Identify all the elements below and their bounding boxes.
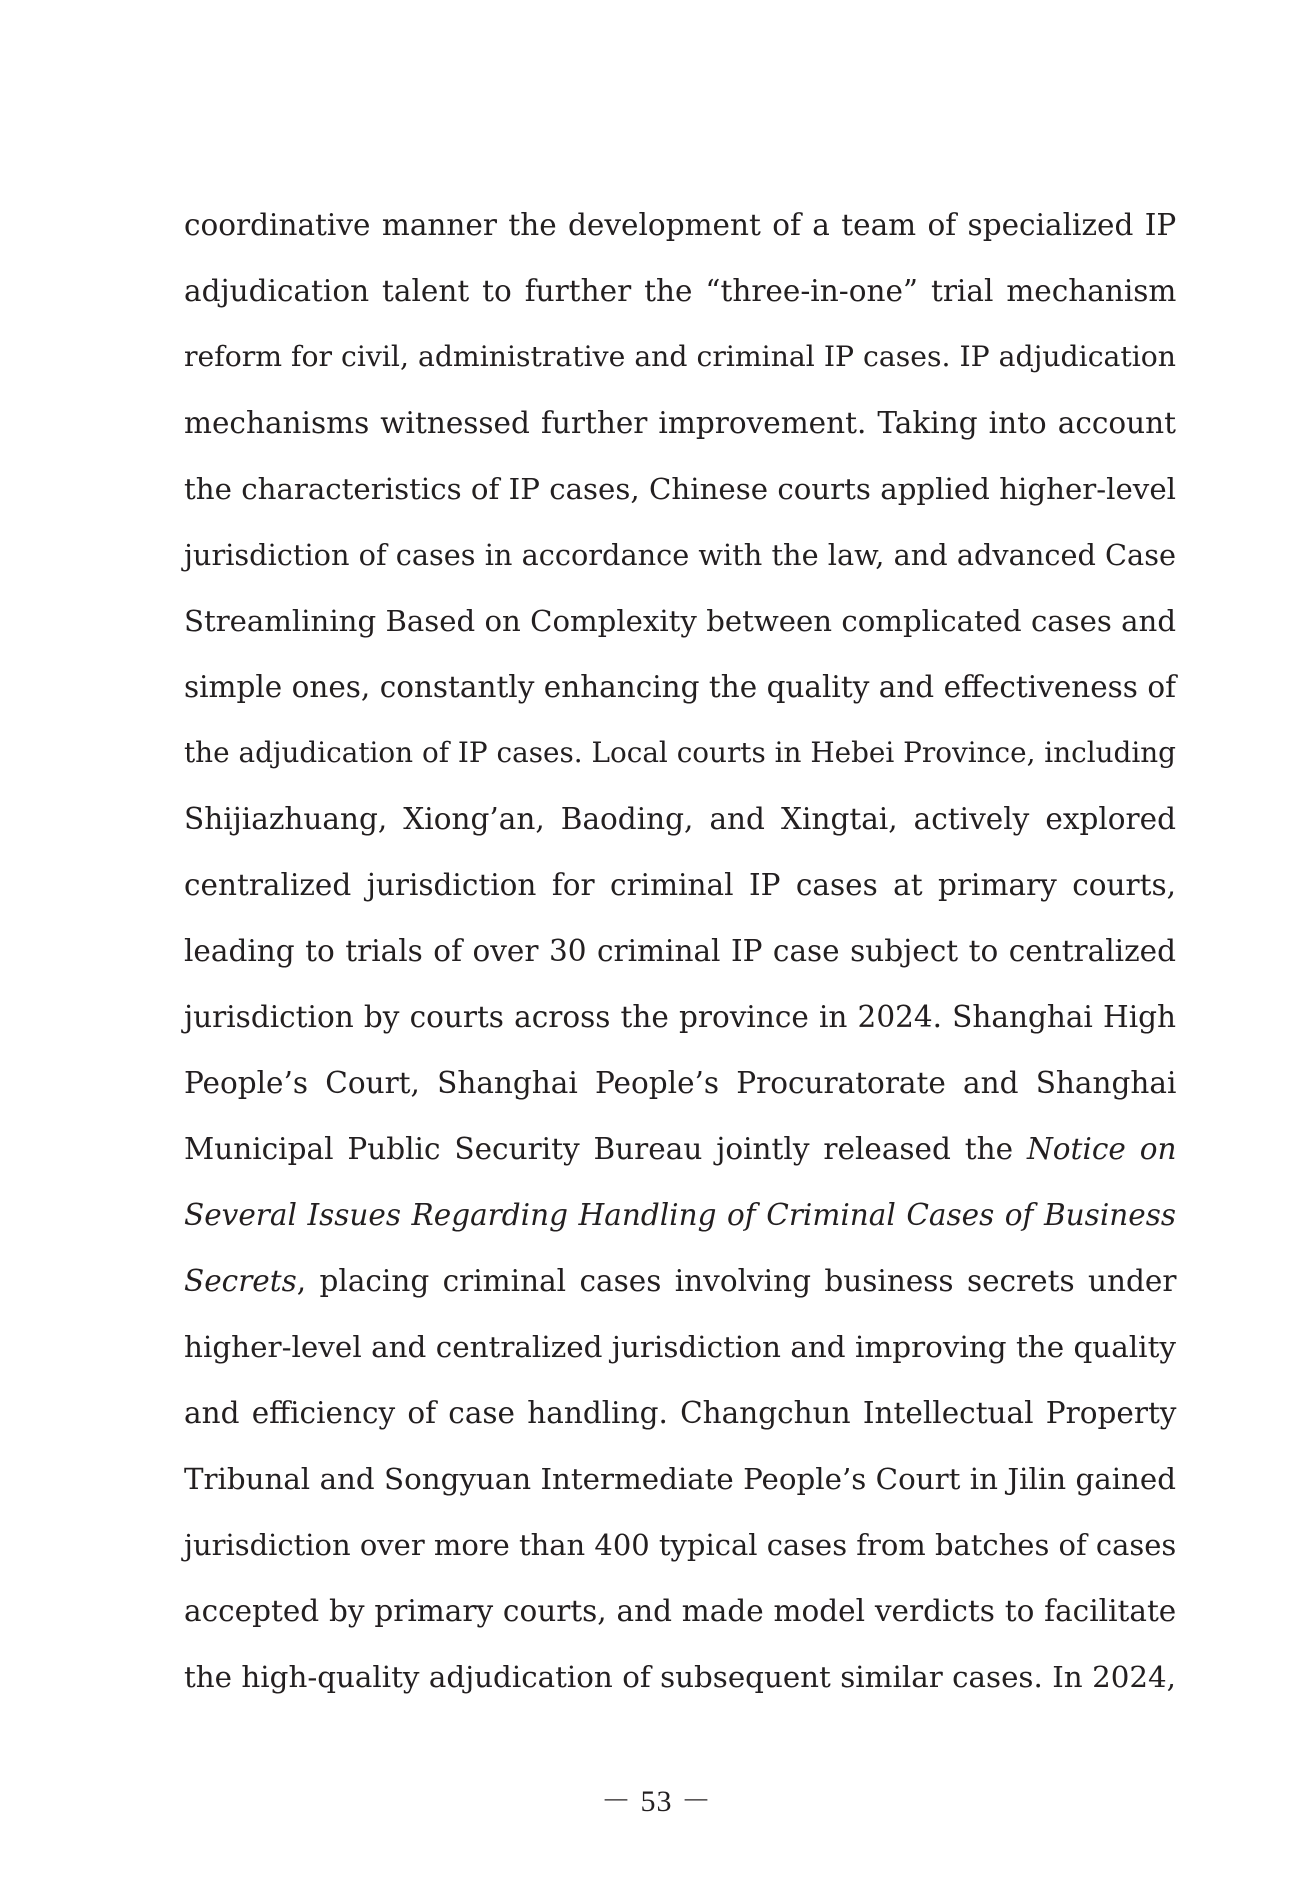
text-line: Tribunal and Songyuan Intermediate People’s Court in Jilin gained — [184, 1462, 1176, 1496]
document-title-italic: Secrets — [184, 1264, 297, 1298]
text-line: the high-quality adjudication of subsequent similar cases. In 2024, — [184, 1660, 1176, 1694]
text-line — [184, 1182, 1176, 1248]
text-line — [184, 1116, 1176, 1182]
text-line: and efficiency of case handling. Changchun Intellectual Property — [184, 1396, 1177, 1430]
text-line: jurisdiction over more than 400 typical cases from batches of cases — [184, 1528, 1177, 1562]
text-line: adjudication talent to further the “three-in-one” trial mechanism — [184, 274, 1177, 308]
text-line: centralized jurisdiction for criminal IP cases at primary courts, — [184, 868, 1176, 902]
document-title-italic: Several Issues Regarding Handling of Criminal Cases of Business — [184, 1198, 1176, 1232]
text-line: accepted by primary courts, and made model verdicts to facilitate — [184, 1594, 1177, 1628]
text-line: Shijiazhuang, Xiong’an, Baoding, and Xingtai, actively explored — [184, 802, 1176, 836]
text-line: simple ones, constantly enhancing the quality and effectiveness of — [184, 670, 1176, 704]
text-line: coordinative manner the development of a team of specialized IP — [184, 208, 1177, 242]
text-line: the characteristics of IP cases, Chinese courts applied higher-level — [184, 472, 1176, 506]
text-segment: , placing criminal cases involving business secrets under — [296, 1264, 1177, 1298]
document-title-italic: Notice on — [1026, 1132, 1177, 1166]
text-line: the adjudication of IP cases. Local courts in Hebei Province, including — [184, 736, 1176, 769]
text-line: Streamlining Based on Complexity between complicated cases and — [184, 604, 1176, 638]
page-number: － 53 － — [601, 1785, 712, 1818]
text-line — [184, 1248, 1176, 1314]
text-line: higher-level and centralized jurisdiction and improving the quality — [184, 1330, 1177, 1364]
text-line: jurisdiction of cases in accordance with the law, and advanced Case — [184, 538, 1176, 572]
text-line: leading to trials of over 30 criminal IP case subject to centralized — [184, 934, 1176, 968]
text-segment: Municipal Public Security Bureau jointly released the — [184, 1132, 1027, 1166]
text-line: mechanisms witnessed further improvement. Taking into account — [184, 406, 1176, 440]
body-paragraph — [184, 192, 1176, 1710]
text-line: People’s Court, Shanghai People’s Procuratorate and Shanghai — [184, 1066, 1177, 1100]
text-line: reform for civil, administrative and criminal IP cases. IP adjudication — [184, 340, 1176, 373]
text-line: jurisdiction by courts across the province in 2024. Shanghai High — [184, 1000, 1177, 1034]
